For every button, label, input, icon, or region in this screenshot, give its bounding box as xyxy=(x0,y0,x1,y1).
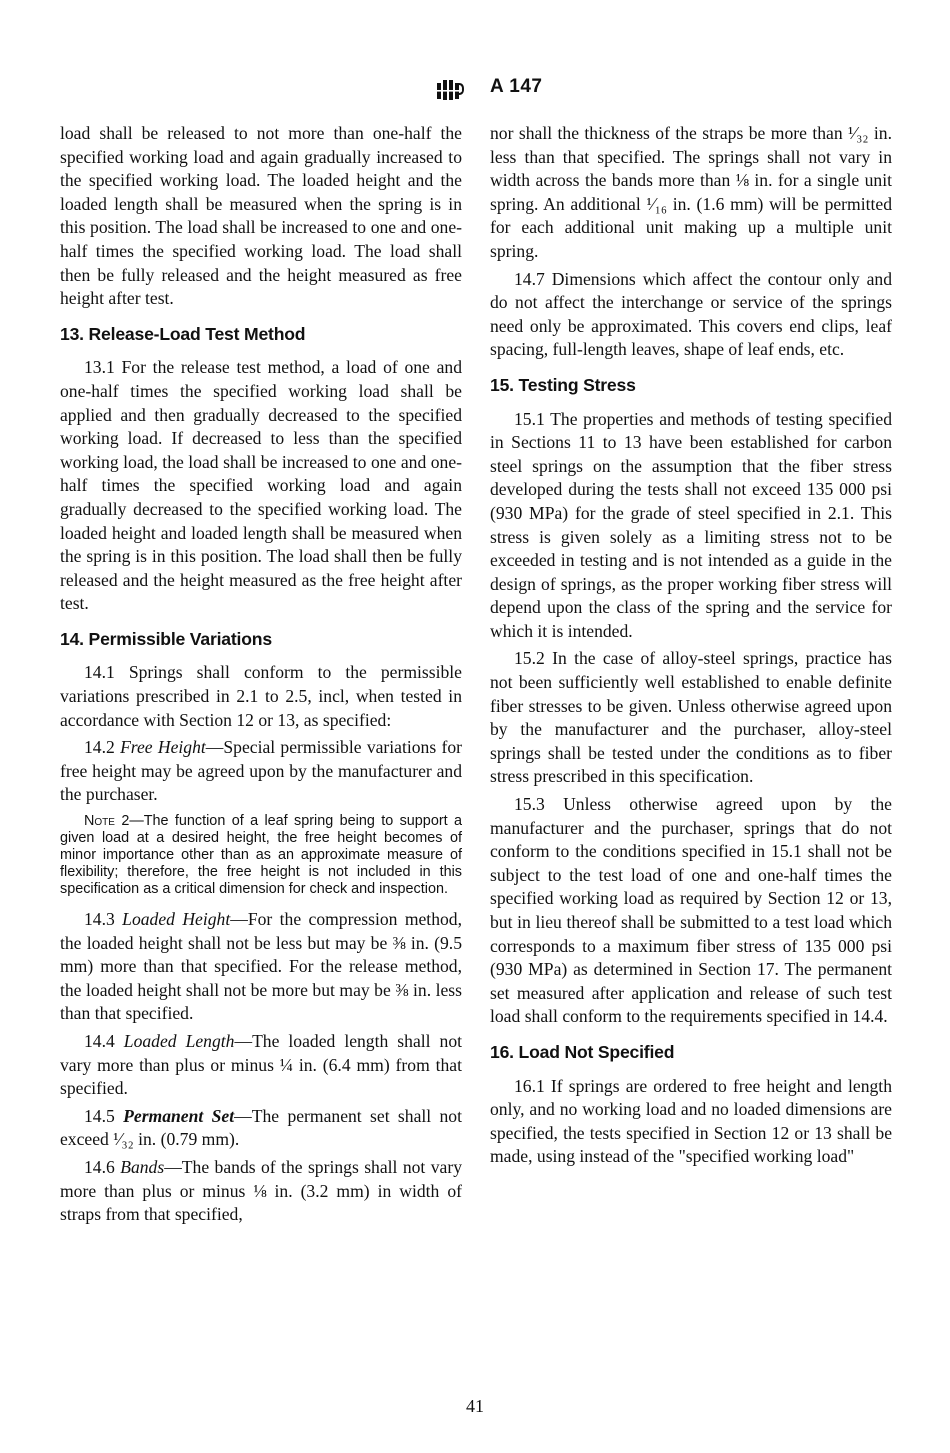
paragraph-text: —The loaded length shall not vary more than plus or minus ¼ in. (6.4 mm) from that specified. xyxy=(60,1031,463,1099)
paragraph-14-4 xyxy=(60,1030,462,1101)
paragraph-14-7: 14.7 Dimensions which affect the contour only and do not affect the interchange or service of the springs need only be approximated. This covers end clips, leaf spacing, full-length leaves, shape of leaf ends, etc. xyxy=(490,268,892,360)
paragraph-14-5 xyxy=(60,1105,462,1152)
page-number: 41 xyxy=(466,1396,484,1416)
paragraph-14-1: 14.1 Springs shall conform to the permissible variations prescribed in 2.1 to 2.5, incl, when tested in accordance with Section 12 or 13, as specified: xyxy=(60,662,462,730)
paragraph-14-3 xyxy=(60,908,462,1026)
term-loaded-height: Loaded Height xyxy=(122,909,231,930)
term-permanent-set: Permanent Set xyxy=(123,1105,235,1126)
section-13-heading: 13. Release-Load Test Method xyxy=(60,323,306,344)
term-bands: Bands xyxy=(120,1156,165,1177)
note-2 xyxy=(60,813,462,898)
paragraph-16-1: 16.1 If springs are ordered to free height and length only, and no working load and no loaded dimensions are specified, the tests specified in Section 12 or 13 shall be made, using instead of the "specified working load" xyxy=(490,1075,892,1167)
paragraph-text: —The bands of the springs shall not vary more than plus or minus ⅛ in. (3.2 mm) in width of straps from that specified, xyxy=(60,1156,462,1225)
paragraph-number: 14.3 xyxy=(84,909,123,930)
astm-logo-icon xyxy=(436,78,464,102)
term-loaded-length: Loaded Length xyxy=(123,1031,235,1051)
section-15-heading: 15. Testing Stress xyxy=(490,374,636,395)
paragraph-14-6 xyxy=(60,1156,462,1227)
paragraph-text: —Special permissible variations for free height may be agreed upon by the manufacturer and the purchaser. xyxy=(60,737,462,805)
paragraph-text: —For the compression method, the loaded height shall not be less but may be ⅜ in. (9.5 mm) more than that specified. For the release method, the loaded height shall not be more but may be ⅜ in. less than that specified. xyxy=(60,909,462,1024)
standard-designation: A 147 xyxy=(490,76,543,97)
right-column xyxy=(490,122,892,1173)
note-label: Note 2 xyxy=(84,813,130,830)
note-text: —The function of a leaf spring being to support a given load at a desired height, the free height becomes of minor importance other than as an approximate measure of flexibility; therefore, the free height is not included in this specification as a critical dimension for check and inspection. xyxy=(60,813,462,898)
paragraph-15-1: 15.1 The properties and methods of testing specified in Sections 11 to 13 have been established for carbon steel springs on the assumption that the fiber stress developed during the tests shall not exceed 135 000 psi (930 MPa) for the grade of steel specified in 2.1. This stress is given solely as a limiting stress not to be exceeded in testing and is not intended as a guide in the design of springs, as the proper working fiber stress will depend upon the class of the spring and the service for which it is intended. xyxy=(490,408,892,641)
paragraph-number: 14.4 xyxy=(84,1031,124,1051)
paragraph-12-continued: load shall be released to not more than one-half the specified working load and again gradually increased to the specified working load. The loaded height and the loaded length shall be measured when the spring is in this position. The load shall be increased to one and one-half times the specified working load. The load shall then be fully released and the height measured as free height after test. xyxy=(60,123,462,309)
paragraph-number: 14.5 xyxy=(84,1105,124,1126)
page-header xyxy=(0,76,950,104)
paragraph-number: 14.2 xyxy=(84,737,121,758)
paragraph-text: —The permanent set shall not exceed ¹⁄₃₂ in. (0.79 mm). xyxy=(60,1105,462,1150)
paragraph-14-2 xyxy=(60,736,462,807)
section-16-heading: 16. Load Not Specified xyxy=(490,1041,675,1062)
paragraph-number: 14.6 xyxy=(84,1156,121,1177)
term-free-height: Free Height xyxy=(120,737,206,758)
paragraph-13-1: 13.1 For the release test method, a load of one and one-half times the specified working load shall be applied and then gradually decreased to the specified working load. If decreased to less than the specified working load, the load shall be increased to one and one-half times the specified working load and again gradually decreased to the specified working load. The loaded height and loaded length shall be measured when the spring is in this position. The load shall then be fully released and the height measured as the free height after test. xyxy=(60,357,462,614)
paragraph-15-3: 15.3 Unless otherwise agreed upon by the manufacturer and the purchaser, springs that do not conform to the conditions specified in 15.1 shall not be subject to the test load of one and one-half times the specified working load as required by Section 12 or 13, but in lieu thereof shall be submitted to a test load which corresponds to a maximum fiber stress of 135 000 psi (930 MPa) as determined in Section 17. The permanent set measured after application and release of such test load shall conform to the requirements specified in 14.4. xyxy=(490,794,892,1027)
paragraph-15-2: 15.2 In the case of alloy-steel springs, practice has not been sufficiently well established to enable definite fiber stresses to be given. Unless otherwise agreed upon by the manufacturer and the purchaser, alloy-steel springs shall be tested under the conditions as to fiber stress prescribed in this specification. xyxy=(490,648,892,787)
section-14-heading: 14. Permissible Variations xyxy=(60,628,272,649)
left-column xyxy=(60,122,462,1231)
paragraph-14-6-continued: nor shall the thickness of the straps be more than ¹⁄₃₂ in. less than that specified. The springs shall not vary in width across the bands more than ⅛ in. for a single unit spring. An additional ¹⁄₁₆ in. (1.6 mm) will be permitted for each additional unit making up a multiple unit spring. xyxy=(490,123,892,261)
